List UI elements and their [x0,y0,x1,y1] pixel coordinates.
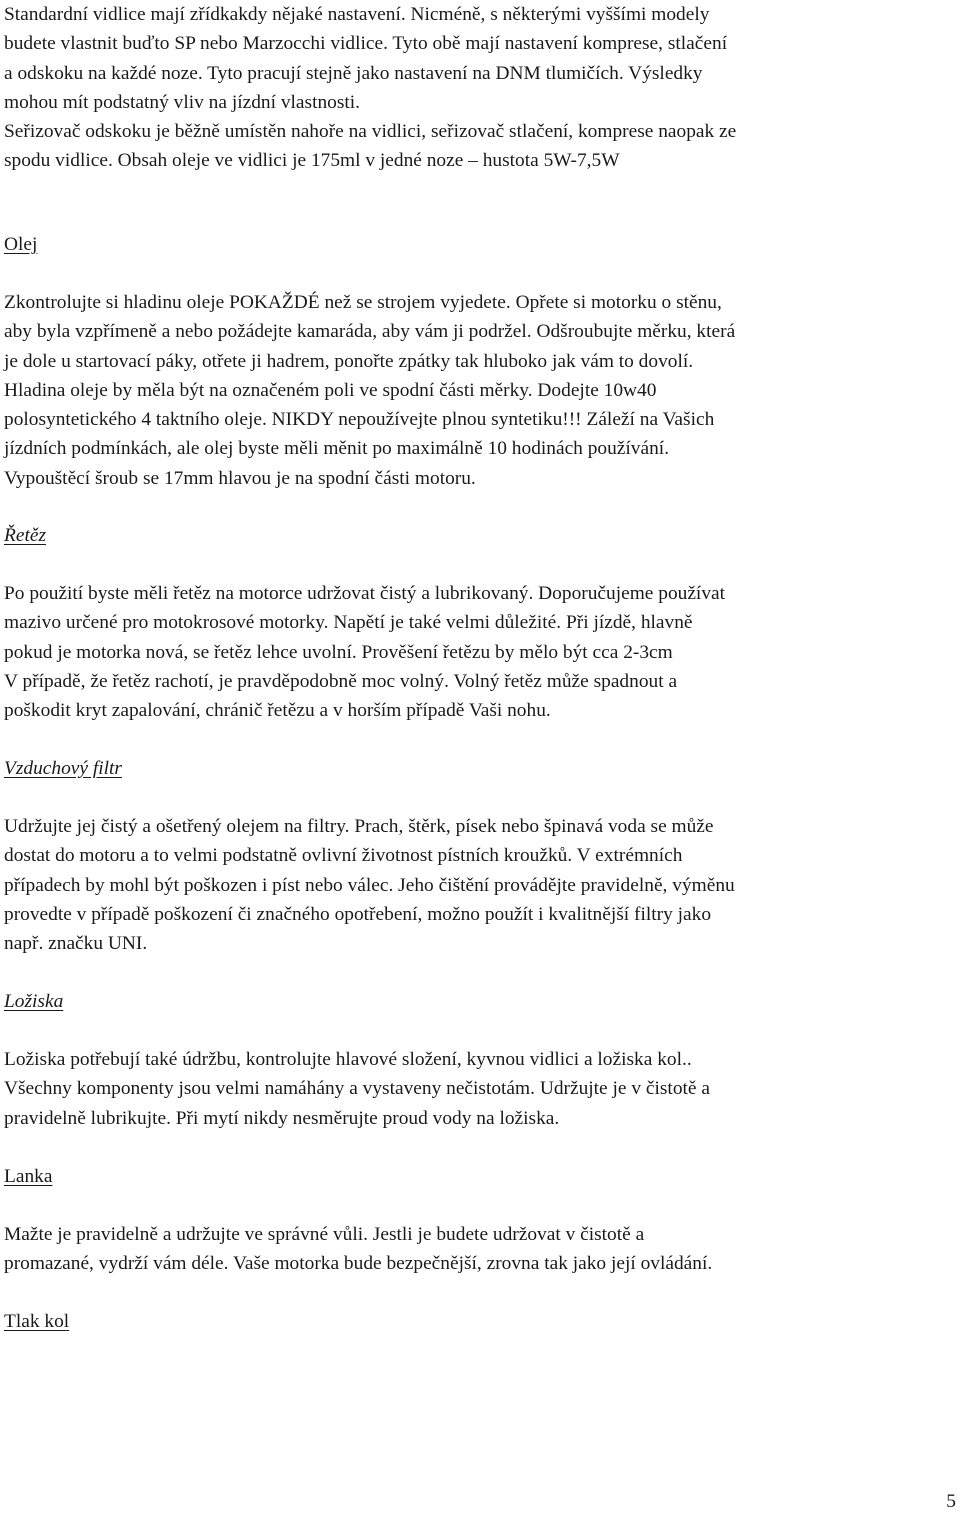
paragraph-line: Mažte je pravidelně a udržujte ve správné vůli. Jestli je budete udržovat v čistotě a [4,1224,645,1245]
paragraph-line: je dole u startovací páky, otřete ji hadrem, ponořte zpátky tak hluboko jak vám to dovolí. [4,350,694,372]
intro-paragraph [4,0,736,176]
paragraph-line: pokud je motorka nová, se řetěz lehce uvolní. Prověšení řetězu by mělo být cca 2-3cm [4,641,673,663]
paragraph-line: dostat do motoru a to velmi podstatně ovlivní životnost pístních kroužků. V extrémních [4,845,683,867]
intro-line: Standardní vidlice mají zřídkakdy nějaké nastavení. Nicméně, s některými vyššími modely [4,4,710,25]
paragraph-line: polosyntetického 4 taktního oleje. NIKDY nepoužívejte plnou syntetiku!!! Záleží na Vašich [4,409,715,431]
intro-line: mohou mít podstatný vliv na jízdní vlastnosti. [4,91,361,113]
paragraph-line: V případě, že řetěz rachotí, je pravděpodobně moc volný. Volný řetěz může spadnout a [4,670,678,692]
section-heading-tlak-kol: Tlak kol [4,1311,70,1332]
page-number: 5 [946,1491,956,1512]
section-heading-lanka: Lanka [4,1166,53,1187]
paragraph-line: Všechny komponenty jsou velmi namáhány a vystaveny nečistotám. Udržujte je v čistotě a [4,1078,710,1100]
section-paragraph-vzduchovy-filtr [4,812,735,958]
section-paragraph-olej [4,288,735,493]
section-heading-loziska: Ložiska [4,991,64,1012]
paragraph-line: případech by mohl být poškozen i píst nebo válec. Jeho čištění provádějte pravidelně, výměnu [4,874,735,896]
intro-line: budete vlastnit buďto SP nebo Marzocchi vidlice. Tyto obě mají nastavení komprese, stlačení [4,33,728,55]
paragraph-line: promazané, vydrží vám déle. Vaše motorka bude bezpečnější, zrovna tak jako její ovládání. [4,1253,713,1275]
paragraph-line: Po použití byste měli řetěz na motorce udržovat čistý a lubrikovaný. Doporučujeme používat [4,583,726,604]
paragraph-line: např. značku UNI. [4,933,148,955]
section-heading-vzduchovy-filtr: Vzduchový filtr [4,758,122,779]
section-paragraph-retez [4,579,725,725]
paragraph-line: Zkontrolujte si hladinu oleje POKAŽDÉ než se strojem vyjedete. Opřete si motorku o stěnu, [4,292,722,313]
paragraph-line: jízdních podmínkách, ale olej byste měli měnit po maximálně 10 hodinách používání. [4,438,670,460]
paragraph-line: Hladina oleje by měla být na označeném poli ve spodní části měrky. Dodejte 10w40 [4,379,657,401]
paragraph-line: Vypouštěcí šroub se 17mm hlavou je na spodní části motoru. [4,467,476,489]
paragraph-line: Udržujte jej čistý a ošetřený olejem na filtry. Prach, štěrk, písek nebo špinavá voda se může [4,816,714,837]
section-heading-olej: Olej [4,234,38,255]
section-paragraph-lanka [4,1220,712,1279]
intro-line: a odskoku na každé noze. Tyto pracují stejně jako nastavení na DNM tlumičích. Výsledky [4,62,703,84]
paragraph-line: aby byla vzpřímeně a nebo požádejte kamaráda, aby vám ji podržel. Odšroubujte měrku, která [4,321,736,343]
paragraph-line: provedte v případě poškození či značného opotřebení, možno použít i kvalitnější filtry jako [4,903,712,925]
intro-line: Seřizovač odskoku je běžně umístěn nahoře na vidlici, seřizovač stlačení, komprese naopak ze [4,121,737,143]
paragraph-line: poškodit kryt zapalování, chránič řetězu a v horším případě Vaši nohu. [4,700,551,722]
section-paragraph-loziska [4,1045,710,1133]
section-heading-retez: Řetěz [4,525,46,546]
paragraph-line: mazivo určené pro motokrosové motorky. Napětí je také velmi důležité. Při jízdě, hlavně [4,612,693,634]
paragraph-line: pravidelně lubrikujte. Při mytí nikdy nesměrujte proud vody na ložiska. [4,1107,560,1129]
intro-line: spodu vidlice. Obsah oleje ve vidlici je 175ml v jedné noze – hustota 5W-7,5W [4,150,620,172]
paragraph-line: Ložiska potřebují také údržbu, kontrolujte hlavové složení, kyvnou vidlici a ložiska kol.. [4,1049,692,1070]
